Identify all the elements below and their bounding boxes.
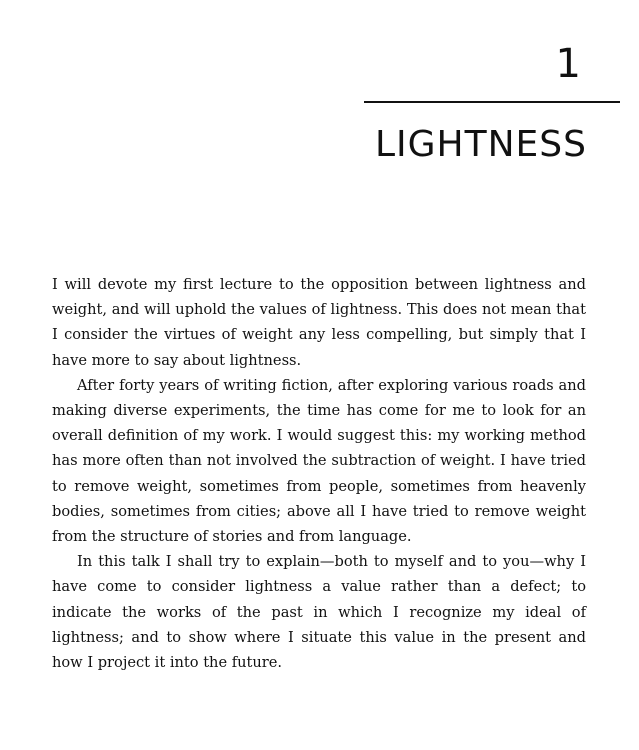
- paragraph-1: I will devote my first lecture to the opposition between lightness and weight, and will uphold the values of lightness. This does not mean that I consider the virtues of weight any less compelling, but simply that I have more to say about lightness.: [52, 276, 586, 369]
- paragraph-3: In this talk I shall try to explain—both to myself and to you—why I have come to consider lightness a value rather than a defect; to indicate the works of the past in which I recognize my ideal of lightness; and to show where I situate this value in the present and how I project it into the future.: [52, 553, 586, 672]
- chapter-rule: [364, 101, 620, 103]
- body-text: [52, 272, 586, 675]
- chapter-title: LIGHTNESS: [374, 124, 587, 165]
- chapter-number: 1: [555, 41, 581, 87]
- paragraph-2: After forty years of writing fiction, after exploring various roads and making diverse experiments, the time has come for me to look for an overall definition of my work. I would suggest this: my working method has more often than not involved the subtraction of weight. I have tried to remove weight, sometimes from people, sometimes from heavenly bodies, sometimes from cities; above all I have tried to remove weight from the structure of stories and from language.: [52, 376, 586, 546]
